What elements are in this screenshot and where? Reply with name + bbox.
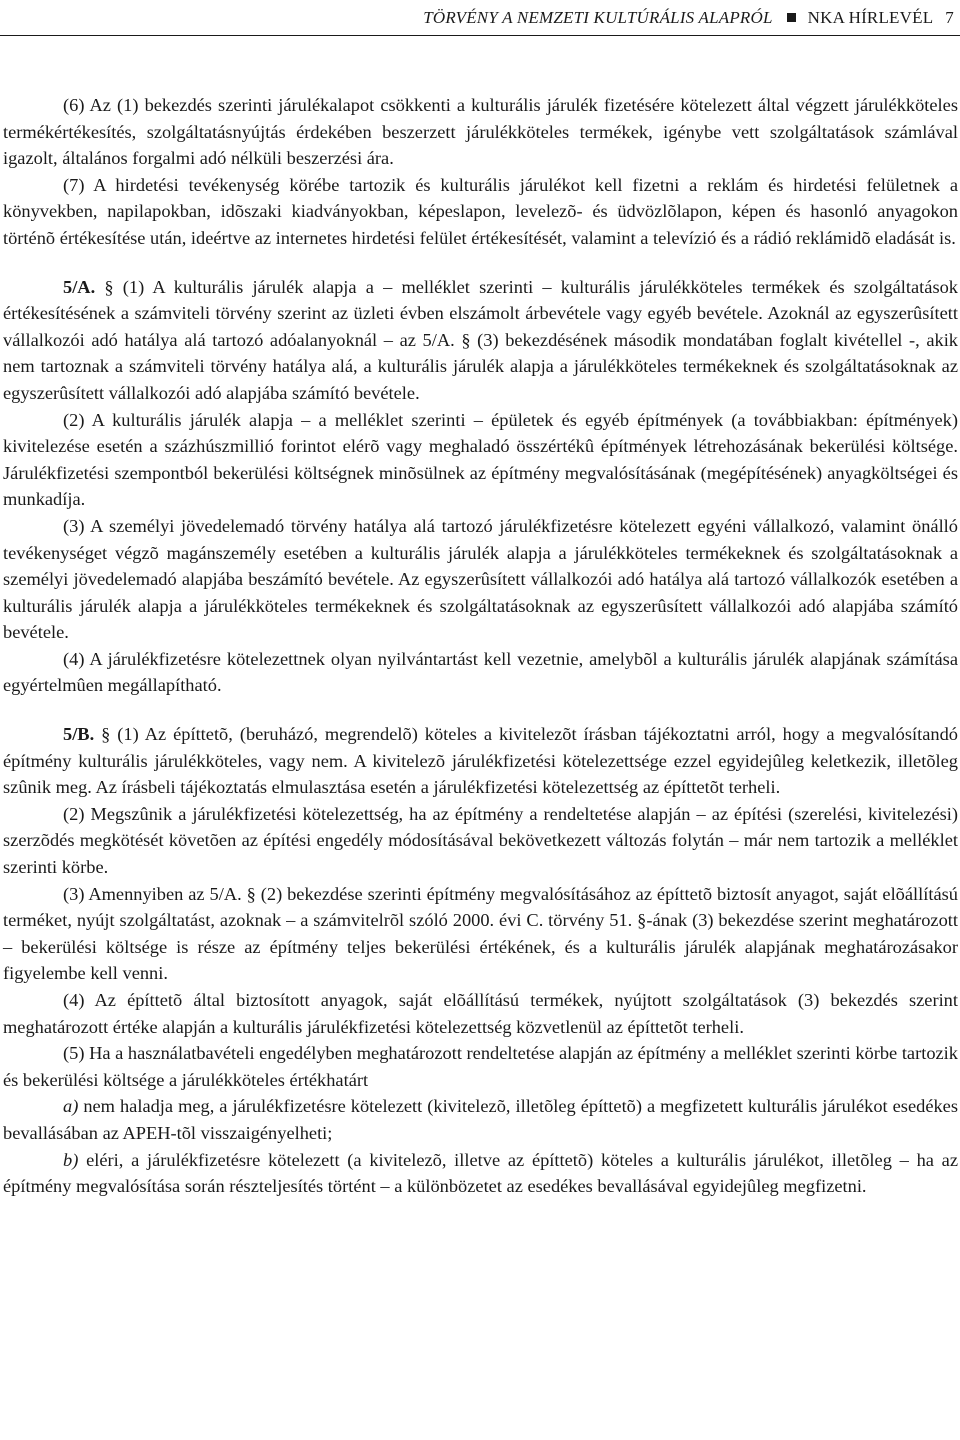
section-5b-label: 5/B. bbox=[63, 724, 95, 745]
list-item-a bbox=[3, 1093, 958, 1146]
section-5b-paragraph-3: (3) Amennyiben az 5/A. § (2) bekezdése szerinti építmény megvalósításához az építtetõ biztosít anyagot, saját elõállítású terméket, nyújt szolgáltatást, azoknak – a számvitelrõl szóló 2000. évi C. törvény 51. §-ának (3) bekezdése szerint meghatározott – bekerülési költsége is része az építmény teljes bekerülési értékének, és a kulturális járulék alapjának meghatározásakor figyelembe kell venni. bbox=[3, 883, 958, 984]
section-5a-paragraph-1 bbox=[3, 274, 958, 407]
section-5a-text-1: § (1) A kulturális járulék alapja a – melléklet szerinti – kulturális járulékköteles termékek és szolgáltatások értékesítésének a számviteli törvény szerint az üzleti évben elszámolt árbevétele vagy egyéb bevétele. Azoknál az egyszerûsített vállalkozói adó hatálya alá tartozó adóalanyoknál – az 5/A. § (3) bekezdésének második mondatában foglalt kivétellel -, akik nem tartoznak a számviteli törvény hatálya alá, a kulturális járulék alapja a járulékköteles termékeknek és szolgáltatásoknak az egyszerûsített vállalkozói adó alapjába számító bevétele. bbox=[3, 276, 958, 403]
section-5a-label: 5/A. bbox=[63, 276, 96, 297]
header-rule bbox=[0, 35, 960, 36]
list-item-b bbox=[3, 1147, 958, 1200]
page-number: 7 bbox=[945, 8, 954, 27]
header-newsletter-name: NKA HÍRLEVÉL bbox=[807, 8, 934, 27]
paragraph-4-7: (7) A hirdetési tevékenység körébe tartozik és kulturális járulékot kell fizetni a reklám és hirdetési felületnek a könyvekben, napilapokban, idõszaki kiadványokban, képeslapon, levelezõ- és üdvözlõlapon, képen és hasonló anyagokon történõ értékesítése után, ideértve az internetes hirdetési felület értékesítését, valamint a televízió és a rádió reklámidõ eladását is. bbox=[3, 174, 958, 248]
section-5b-paragraph-2: (2) Megszûnik a járulékfizetési kötelezettség, ha az építmény a rendeltetése alapján – az építési (szerelési, kivitelezési) szerzõdés megkötését követõen az építési engedély módosításával bekövetkezett változás folytán – már nem tartozik a melléklet szerinti körbe. bbox=[3, 803, 958, 878]
paragraph-4-6: (6) Az (1) bekezdés szerinti járulékalapot csökkenti a kulturális járulék fizetésére kötelezett által végzett járulékköteles termékértékesítés, szolgáltatásnyújtás érdekében beszerzett járulékköteles termékek, igénybe vett szolgáltatások számlával igazolt, általános forgalmi adó nélküli beszerzési ára. bbox=[3, 95, 958, 169]
running-header bbox=[0, 0, 960, 36]
list-item-b-label: b) bbox=[63, 1149, 79, 1170]
list-item-a-text: nem haladja meg, a járulékfizetésre kötelezett (kivitelezõ, illetõleg építtetõ) a megfizetett kulturális járulékot esedékes bevallásában az APEH-tõl visszaigényelheti; bbox=[3, 1096, 958, 1143]
list-item-b-text: eléri, a járulékfizetésre kötelezett (a kivitelezõ, illetve az építtetõ) köteles a kulturális járulékot, illetõleg – ha az építmény megvalósítása során részteljesítés történt – a különbözetet az esedékes bevallásával egyidejûleg megfizetni. bbox=[3, 1149, 958, 1197]
section-5b-paragraph-4: (4) Az építtetõ által biztosított anyagok, saját elõállítású termékek, nyújtott szolgáltatások (3) bekezdés szerint meghatározott értéke alapján a kulturális járulékfizetési kötelezettség közvetlenül az építtetõt terheli. bbox=[3, 990, 958, 1037]
section-5a-paragraph-4: (4) A járulékfizetésre kötelezettnek olyan nyilvántartást kell vezetnie, amelybõl a kulturális járulék alapjának számítása egyértelmûen megállapítható. bbox=[3, 648, 958, 696]
list-item-a-label: a) bbox=[63, 1096, 79, 1117]
header-separator-square-icon bbox=[787, 13, 796, 22]
section-5b-paragraph-5: (5) Ha a használatbavételi engedélyben meghatározott rendeltetése alapján az építmény a melléklet szerinti körbe tartozik és bekerülési költsége a járulékköteles értékhatárt bbox=[3, 1043, 958, 1090]
section-5a-paragraph-3: (3) A személyi jövedelemadó törvény hatálya alá tartozó járulékfizetésre kötelezett egyéni vállalkozó, valamint önálló tevékenységet végzõ magánszemély esetében a kulturális járulék alapja a járulékköteles termékeknek és szolgáltatásoknak a személyi jövedelemadó alapjába beszámító bevétele. Az egyszerûsített vállalkozói adó hatálya alá tartozó vállalkozók esetében a kulturális járulék alapja a járulékköteles termékeknek és szolgáltatásoknak az egyszerûsített vállalkozói adó alapjába számító bevétele. bbox=[3, 515, 958, 643]
section-5a-paragraph-2: (2) A kulturális járulék alapja – a melléklet szerinti – épületek és egyéb építmények (a továbbiakban: építmények) kivitelezése esetén a százhúszmillió forintot elérõ vagy meghaladó összértékû építmények létrehozásának bekerülési költsége. Járulékfizetési szempontból bekerülési költségnek minõsülnek az építmény megvalósításának (megépítésének) anyagköltségei és munkadíja. bbox=[3, 409, 958, 510]
section-5b-text-1: § (1) Az építtetõ, (beruházó, megrendelõ) köteles a kivitelezõt írásban tájékoztatni arról, hogy a megvalósítandó építmény kulturális járulékköteles, vagy nem. A kivitelezõ járulékfizetési kötelezettsége ezzel egyidejûleg keletkezik, illetõleg szûnik meg. Az írásbeli tájékoztatás elmulasztása esetén a járulékfizetési kötelezettség az építtetõt terheli. bbox=[3, 724, 958, 798]
header-law-title: TÖRVÉNY A NEMZETI KULTÚRÁLIS ALAPRÓL bbox=[423, 8, 773, 27]
document-body bbox=[3, 92, 958, 1200]
section-5b-paragraph-1 bbox=[3, 721, 958, 801]
